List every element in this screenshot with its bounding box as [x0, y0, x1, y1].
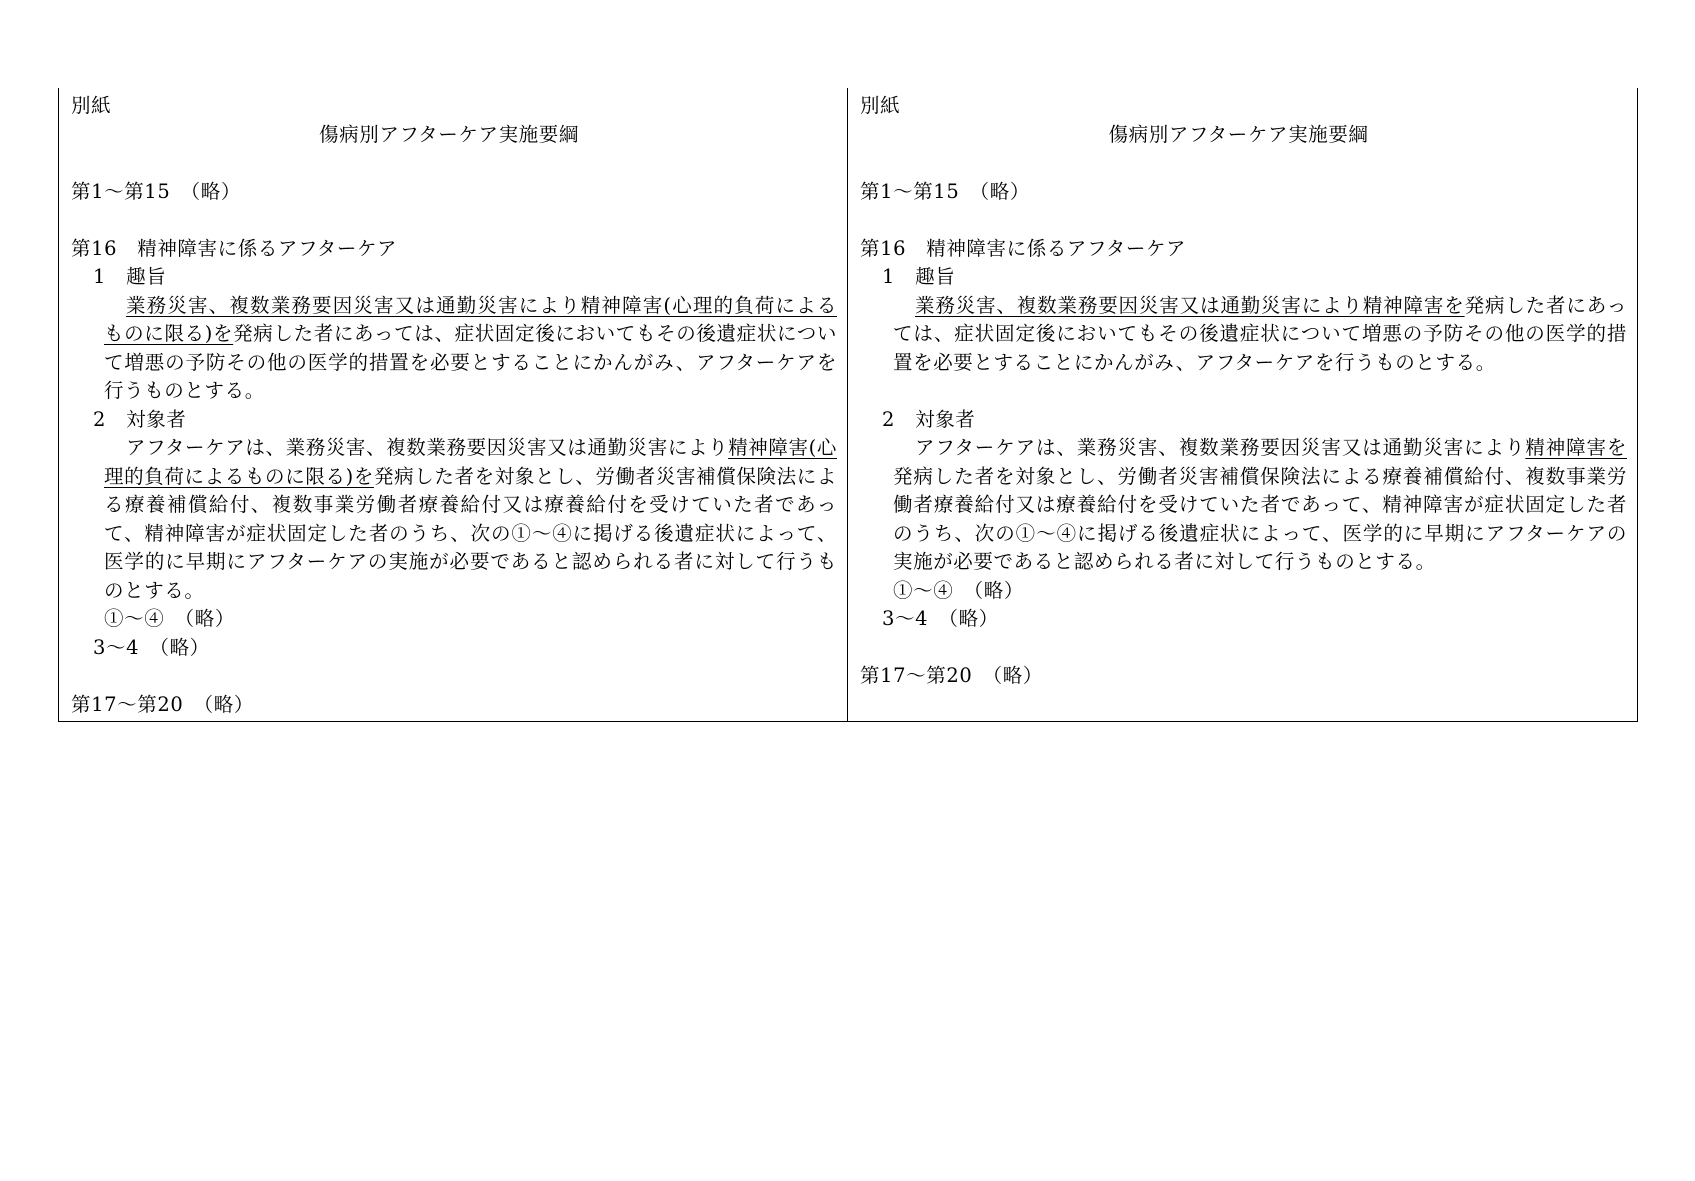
items-3-4-omitted: 3～4 （略） [93, 635, 210, 659]
item-1-text: 発病した者にあっては、症状固定後においてもその後遺症状について増悪の予防その他の医学的措置を必要とすることにかんがみ、アフターケアを行うものとする。 [104, 322, 837, 402]
item-2-underlined: 精神障害を [1525, 436, 1627, 459]
section-17-20: 第17～第20 （略） [71, 692, 254, 716]
item-2-text-a: アフターケアは、業務災害、複数業務要因災害又は通勤災害により [915, 436, 1526, 459]
left-text [71, 92, 837, 719]
comparison-table [58, 88, 1638, 722]
item-2-list-omitted: ①～④ （略） [893, 578, 1024, 602]
right-column [848, 88, 1637, 721]
item-2-heading: 2 対象者 [882, 407, 976, 431]
section-16-heading: 第16 精神障害に係るアフターケア [860, 236, 1187, 260]
section-1-15: 第1～第15 （略） [71, 179, 241, 203]
document-title: 傷病別アフターケア実施要綱 [319, 122, 579, 146]
item-2-text-a: アフターケアは、業務災害、複数業務要因災害又は通勤災害により [126, 436, 729, 459]
item-1-underlined: 業務災害、複数業務要因災害又は通勤災害により精神障害(心理的負荷によるものに限る)を [104, 293, 837, 345]
items-3-4-omitted: 3～4 （略） [882, 607, 999, 630]
item-2-text-b: 発病した者を対象とし、労働者災害補償保険法による療養補償給付、複数事業労働者療養給付又は療養給付を受けていた者であって、精神障害が症状固定した者のうち、次の①～④に掲げる後遺症状によって、医学的に早期にアフターケアの実施が必要であると認められる者に対して行うものとする。 [104, 464, 837, 602]
attachment-label: 別紙 [860, 94, 901, 117]
item-1-paragraph [860, 292, 1627, 378]
section-1-15: 第1～第15 （略） [860, 179, 1030, 203]
item-2-paragraph [860, 434, 1627, 577]
item-1-text: 発病した者にあっては、症状固定後においてもその後遺症状について増悪の予防その他の医学的措置を必要とすることにかんがみ、アフターケアを行うものとする。 [893, 293, 1628, 374]
right-text [860, 92, 1627, 691]
item-1-heading: 1 趣旨 [93, 265, 167, 288]
item-1-underlined: 業務災害、複数業務要因災害又は通勤災害により精神障害を [915, 293, 1465, 317]
left-column [59, 88, 848, 721]
attachment-label: 別紙 [71, 94, 112, 117]
item-2-text-b: 発病した者を対象とし、労働者災害補償保険法による療養補償給付、複数事業労働者療養給付又は療養給付を受けていた者であって、精神障害が症状固定した者のうち、次の①～④に掲げる後遺症状によって、医学的に早期にアフターケアの実施が必要であると認められる者に対して行うものとする。 [893, 464, 1627, 573]
item-2-heading: 2 対象者 [93, 407, 187, 431]
section-17-20: 第17～第20 （略） [860, 664, 1043, 687]
item-1-heading: 1 趣旨 [882, 265, 956, 288]
section-16-heading: 第16 精神障害に係るアフターケア [71, 236, 398, 260]
item-2-paragraph [71, 434, 837, 605]
item-2-list-omitted: ①～④ （略） [104, 607, 235, 630]
item-2-underlined: 精神障害(心理的負荷によるものに限る)を [104, 436, 837, 488]
item-1-paragraph [71, 292, 837, 406]
document-title: 傷病別アフターケア実施要綱 [1108, 122, 1369, 146]
